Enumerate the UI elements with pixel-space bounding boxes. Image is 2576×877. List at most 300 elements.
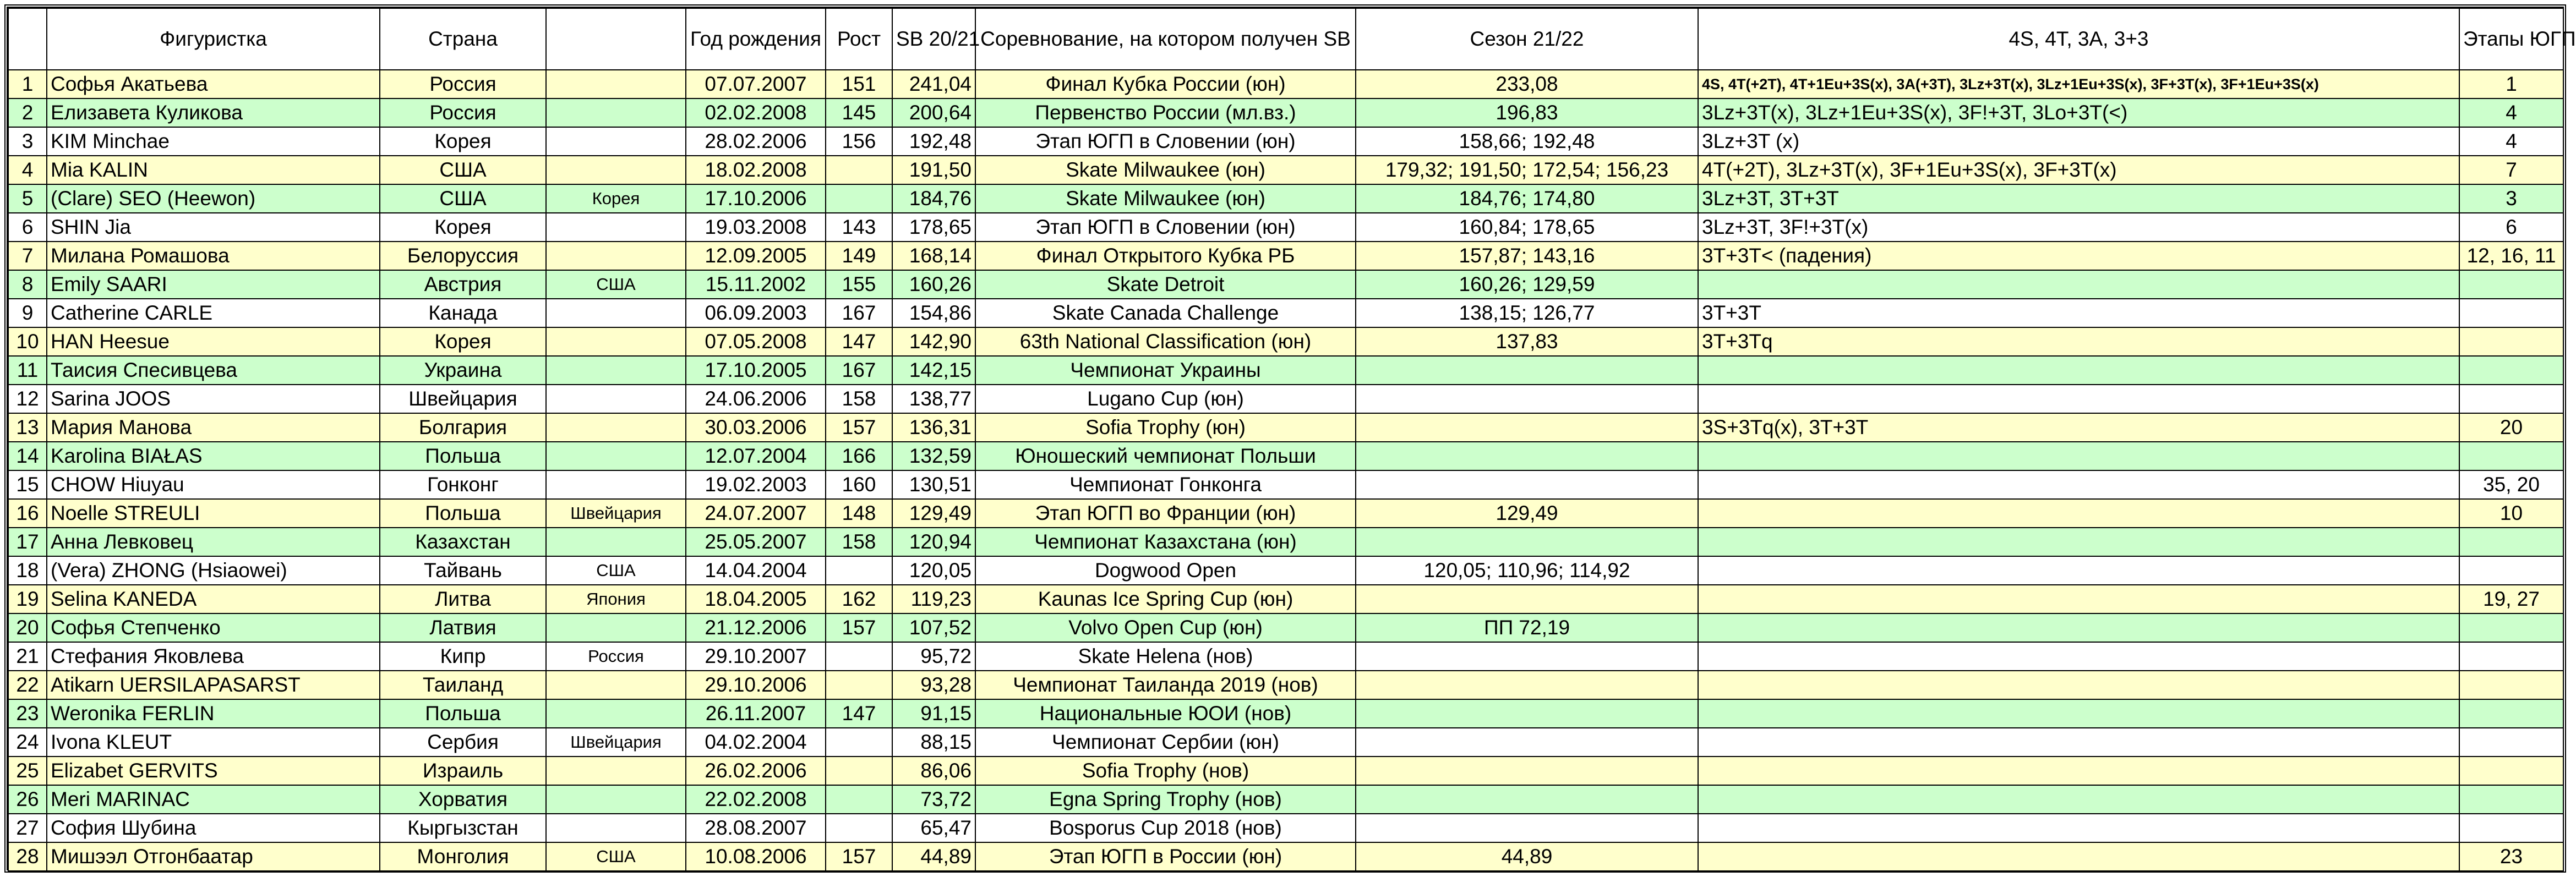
- cell-dob: 19.02.2003: [686, 470, 826, 499]
- cell-dob: 04.02.2004: [686, 728, 826, 757]
- cell-elements: [1698, 585, 2459, 613]
- cell-skater: Мишээл Отгонбаатар: [47, 842, 380, 871]
- cell-season: [1356, 642, 1698, 671]
- cell-country: Россия: [380, 98, 546, 127]
- cell-elements: [1698, 270, 2459, 299]
- cell-dob: 10.08.2006: [686, 842, 826, 871]
- header-competition: Соревнование, на котором получен SB: [975, 8, 1356, 70]
- cell-competition: Skate Milwaukee (юн): [975, 156, 1356, 184]
- cell-sb: 130,51: [892, 470, 975, 499]
- cell-elements: [1698, 785, 2459, 814]
- table-row: [8, 98, 2563, 127]
- cell-sb: 132,59: [892, 442, 975, 470]
- cell-competition: Этап ЮГП в Словении (юн): [975, 213, 1356, 242]
- cell-competition: Skate Canada Challenge: [975, 299, 1356, 327]
- table-row: [8, 728, 2563, 757]
- cell-extra: [546, 156, 686, 184]
- cell-sb: 65,47: [892, 814, 975, 842]
- cell-elements: [1698, 499, 2459, 528]
- cell-extra: Корея: [546, 184, 686, 213]
- cell-country: Латвия: [380, 613, 546, 642]
- cell-dob: 12.07.2004: [686, 442, 826, 470]
- table-row: [8, 213, 2563, 242]
- cell-sb: 168,14: [892, 242, 975, 270]
- cell-competition: Юношеский чемпионат Польши: [975, 442, 1356, 470]
- cell-index: 22: [8, 671, 47, 699]
- cell-extra: [546, 757, 686, 785]
- cell-skater: Милана Ромашова: [47, 242, 380, 270]
- cell-season: 44,89: [1356, 842, 1698, 871]
- cell-height: 160: [826, 470, 892, 499]
- cell-season: 158,66; 192,48: [1356, 127, 1698, 156]
- cell-sb: 178,65: [892, 213, 975, 242]
- cell-skater: Sarina JOOS: [47, 385, 380, 413]
- cell-dob: 26.02.2006: [686, 757, 826, 785]
- cell-jgp: [2459, 556, 2563, 585]
- cell-dob: 21.12.2006: [686, 613, 826, 642]
- cell-extra: Россия: [546, 642, 686, 671]
- table-body: [8, 70, 2563, 871]
- cell-index: 14: [8, 442, 47, 470]
- cell-extra: США: [546, 842, 686, 871]
- cell-dob: 17.10.2005: [686, 356, 826, 385]
- cell-sb: 184,76: [892, 184, 975, 213]
- cell-sb: 73,72: [892, 785, 975, 814]
- header-country: Страна: [380, 8, 546, 70]
- cell-country: Украина: [380, 356, 546, 385]
- cell-height: 148: [826, 499, 892, 528]
- cell-height: 156: [826, 127, 892, 156]
- cell-sb: 88,15: [892, 728, 975, 757]
- cell-country: США: [380, 156, 546, 184]
- cell-jgp: 12, 16, 11: [2459, 242, 2563, 270]
- cell-competition: Volvo Open Cup (юн): [975, 613, 1356, 642]
- cell-dob: 28.02.2006: [686, 127, 826, 156]
- cell-season: 120,05; 110,96; 114,92: [1356, 556, 1698, 585]
- cell-competition: Lugano Cup (юн): [975, 385, 1356, 413]
- cell-index: 11: [8, 356, 47, 385]
- cell-skater: Noelle STREULI: [47, 499, 380, 528]
- cell-elements: [1698, 470, 2459, 499]
- cell-dob: 25.05.2007: [686, 528, 826, 556]
- cell-index: 10: [8, 327, 47, 356]
- cell-season: [1356, 528, 1698, 556]
- cell-competition: Dogwood Open: [975, 556, 1356, 585]
- cell-height: 147: [826, 699, 892, 728]
- cell-elements: [1698, 814, 2459, 842]
- cell-country: Австрия: [380, 270, 546, 299]
- cell-index: 6: [8, 213, 47, 242]
- cell-elements: [1698, 671, 2459, 699]
- cell-sb: 119,23: [892, 585, 975, 613]
- cell-competition: Национальные ЮОИ (нов): [975, 699, 1356, 728]
- cell-competition: Чемпионат Гонконга: [975, 470, 1356, 499]
- table-row: [8, 642, 2563, 671]
- cell-extra: [546, 127, 686, 156]
- cell-height: [826, 184, 892, 213]
- cell-skater: Софья Акатьева: [47, 70, 380, 98]
- cell-season: [1356, 814, 1698, 842]
- cell-height: 167: [826, 356, 892, 385]
- table-row: [8, 242, 2563, 270]
- cell-index: 23: [8, 699, 47, 728]
- cell-skater: Таисия Спесивцева: [47, 356, 380, 385]
- cell-height: 157: [826, 413, 892, 442]
- cell-country: Польша: [380, 699, 546, 728]
- cell-index: 7: [8, 242, 47, 270]
- cell-extra: [546, 785, 686, 814]
- cell-index: 2: [8, 98, 47, 127]
- cell-skater: (Clare) SEO (Heewon): [47, 184, 380, 213]
- cell-competition: Чемпионат Украины: [975, 356, 1356, 385]
- table-row: [8, 356, 2563, 385]
- cell-country: Корея: [380, 127, 546, 156]
- cell-season: [1356, 442, 1698, 470]
- cell-dob: 18.02.2008: [686, 156, 826, 184]
- cell-skater: Weronika FERLIN: [47, 699, 380, 728]
- cell-elements: 3T+3T: [1698, 299, 2459, 327]
- cell-dob: 07.07.2007: [686, 70, 826, 98]
- cell-index: 9: [8, 299, 47, 327]
- cell-dob: 26.11.2007: [686, 699, 826, 728]
- cell-dob: 06.09.2003: [686, 299, 826, 327]
- cell-height: [826, 556, 892, 585]
- cell-season: 129,49: [1356, 499, 1698, 528]
- header-sb: SB 20/21: [892, 8, 975, 70]
- cell-extra: [546, 470, 686, 499]
- cell-skater: Софья Степченко: [47, 613, 380, 642]
- cell-competition: Чемпионат Таиланда 2019 (нов): [975, 671, 1356, 699]
- cell-country: Тайвань: [380, 556, 546, 585]
- cell-sb: 93,28: [892, 671, 975, 699]
- table-row: [8, 585, 2563, 613]
- cell-competition: Чемпионат Казахстана (юн): [975, 528, 1356, 556]
- cell-season: 137,83: [1356, 327, 1698, 356]
- cell-season: 138,15; 126,77: [1356, 299, 1698, 327]
- cell-index: 27: [8, 814, 47, 842]
- cell-sb: 192,48: [892, 127, 975, 156]
- cell-extra: [546, 299, 686, 327]
- cell-jgp: 4: [2459, 98, 2563, 127]
- cell-skater: HAN Heesue: [47, 327, 380, 356]
- cell-jgp: [2459, 270, 2563, 299]
- cell-sb: 136,31: [892, 413, 975, 442]
- cell-jgp: [2459, 814, 2563, 842]
- cell-jgp: [2459, 299, 2563, 327]
- table-row: [8, 556, 2563, 585]
- cell-sb: 142,90: [892, 327, 975, 356]
- cell-skater: SHIN Jia: [47, 213, 380, 242]
- cell-dob: 30.03.2006: [686, 413, 826, 442]
- cell-extra: [546, 613, 686, 642]
- cell-index: 16: [8, 499, 47, 528]
- cell-sb: 142,15: [892, 356, 975, 385]
- cell-sb: 200,64: [892, 98, 975, 127]
- cell-season: 179,32; 191,50; 172,54; 156,23: [1356, 156, 1698, 184]
- cell-height: [826, 671, 892, 699]
- cell-sb: 86,06: [892, 757, 975, 785]
- cell-elements: [1698, 613, 2459, 642]
- cell-index: 19: [8, 585, 47, 613]
- cell-skater: Ivona KLEUT: [47, 728, 380, 757]
- cell-competition: Первенство России (мл.вз.): [975, 98, 1356, 127]
- cell-jgp: [2459, 613, 2563, 642]
- cell-country: Кыргызстан: [380, 814, 546, 842]
- cell-height: [826, 728, 892, 757]
- cell-elements: [1698, 356, 2459, 385]
- cell-dob: 02.02.2008: [686, 98, 826, 127]
- cell-dob: 28.08.2007: [686, 814, 826, 842]
- cell-country: Таиланд: [380, 671, 546, 699]
- cell-skater: София Шубина: [47, 814, 380, 842]
- table-row: [8, 442, 2563, 470]
- cell-dob: 15.11.2002: [686, 270, 826, 299]
- cell-skater: Анна Левковец: [47, 528, 380, 556]
- cell-height: [826, 785, 892, 814]
- cell-extra: Швейцария: [546, 728, 686, 757]
- cell-country: Польша: [380, 442, 546, 470]
- cell-country: Гонконг: [380, 470, 546, 499]
- cell-sb: 120,05: [892, 556, 975, 585]
- cell-season: 196,83: [1356, 98, 1698, 127]
- cell-index: 25: [8, 757, 47, 785]
- cell-skater: Catherine CARLE: [47, 299, 380, 327]
- cell-height: [826, 156, 892, 184]
- cell-country: Литва: [380, 585, 546, 613]
- cell-elements: 3Lz+3T, 3F!+3T(x): [1698, 213, 2459, 242]
- cell-index: 21: [8, 642, 47, 671]
- cell-season: [1356, 470, 1698, 499]
- cell-elements: [1698, 842, 2459, 871]
- cell-competition: Kaunas Ice Spring Cup (юн): [975, 585, 1356, 613]
- cell-country: Белоруссия: [380, 242, 546, 270]
- cell-elements: [1698, 642, 2459, 671]
- table-row: [8, 413, 2563, 442]
- table-row: [8, 127, 2563, 156]
- cell-dob: 24.06.2006: [686, 385, 826, 413]
- cell-dob: 29.10.2006: [686, 671, 826, 699]
- cell-elements: [1698, 728, 2459, 757]
- cell-dob: 17.10.2006: [686, 184, 826, 213]
- header-row: [8, 8, 2563, 70]
- cell-sb: 241,04: [892, 70, 975, 98]
- cell-season: 233,08: [1356, 70, 1698, 98]
- cell-skater: Елизавета Куликова: [47, 98, 380, 127]
- cell-jgp: [2459, 785, 2563, 814]
- cell-jgp: 10: [2459, 499, 2563, 528]
- header-extra: [546, 8, 686, 70]
- cell-competition: Этап ЮГП в России (юн): [975, 842, 1356, 871]
- cell-season: [1356, 785, 1698, 814]
- table-row: [8, 842, 2563, 871]
- cell-height: 167: [826, 299, 892, 327]
- cell-sb: 138,77: [892, 385, 975, 413]
- table-row: [8, 613, 2563, 642]
- table-row: [8, 470, 2563, 499]
- cell-season: 160,26; 129,59: [1356, 270, 1698, 299]
- cell-index: 3: [8, 127, 47, 156]
- cell-jgp: 4: [2459, 127, 2563, 156]
- header-index: [8, 8, 47, 70]
- cell-jgp: [2459, 356, 2563, 385]
- cell-jgp: [2459, 385, 2563, 413]
- cell-index: 12: [8, 385, 47, 413]
- table-row: [8, 70, 2563, 98]
- table-row: [8, 499, 2563, 528]
- cell-jgp: [2459, 327, 2563, 356]
- cell-jgp: 19, 27: [2459, 585, 2563, 613]
- cell-competition: Чемпионат Сербии (юн): [975, 728, 1356, 757]
- cell-skater: Selina KANEDA: [47, 585, 380, 613]
- cell-height: 155: [826, 270, 892, 299]
- cell-sb: 191,50: [892, 156, 975, 184]
- cell-extra: [546, 385, 686, 413]
- cell-jgp: 23: [2459, 842, 2563, 871]
- cell-height: 162: [826, 585, 892, 613]
- table-row: [8, 814, 2563, 842]
- cell-elements: 4S, 4T(+2T), 4T+1Eu+3S(x), 3A(+3T), 3Lz+3T(x), 3Lz+1Eu+3S(x), 3F+3T(x), 3F+1Eu+3S(x): [1698, 70, 2459, 98]
- cell-extra: [546, 70, 686, 98]
- table-row: [8, 156, 2563, 184]
- cell-season: [1356, 757, 1698, 785]
- cell-season: [1356, 671, 1698, 699]
- table-row: [8, 385, 2563, 413]
- table-row: [8, 184, 2563, 213]
- cell-skater: Atikarn UERSILAPASARST: [47, 671, 380, 699]
- cell-country: Болгария: [380, 413, 546, 442]
- cell-index: 13: [8, 413, 47, 442]
- cell-index: 5: [8, 184, 47, 213]
- cell-index: 24: [8, 728, 47, 757]
- cell-extra: [546, 356, 686, 385]
- cell-height: 166: [826, 442, 892, 470]
- cell-dob: 07.05.2008: [686, 327, 826, 356]
- cell-season: [1356, 356, 1698, 385]
- cell-dob: 12.09.2005: [686, 242, 826, 270]
- cell-index: 26: [8, 785, 47, 814]
- cell-height: 157: [826, 613, 892, 642]
- cell-dob: 29.10.2007: [686, 642, 826, 671]
- cell-country: Монголия: [380, 842, 546, 871]
- cell-skater: CHOW Hiuyau: [47, 470, 380, 499]
- cell-skater: Karolina BIAŁAS: [47, 442, 380, 470]
- cell-country: Швейцария: [380, 385, 546, 413]
- cell-height: [826, 814, 892, 842]
- cell-jgp: [2459, 528, 2563, 556]
- cell-jgp: 1: [2459, 70, 2563, 98]
- header-elements: 4S, 4T, 3A, 3+3: [1698, 8, 2459, 70]
- cell-country: Польша: [380, 499, 546, 528]
- cell-skater: Мария Манова: [47, 413, 380, 442]
- cell-competition: 63th National Classification (юн): [975, 327, 1356, 356]
- cell-height: 143: [826, 213, 892, 242]
- cell-elements: [1698, 757, 2459, 785]
- header-season: Сезон 21/22: [1356, 8, 1698, 70]
- table-row: [8, 270, 2563, 299]
- cell-country: Корея: [380, 327, 546, 356]
- table-row: [8, 757, 2563, 785]
- table-row: [8, 699, 2563, 728]
- cell-country: Хорватия: [380, 785, 546, 814]
- cell-competition: Bosporus Cup 2018 (нов): [975, 814, 1356, 842]
- cell-competition: Skate Helena (нов): [975, 642, 1356, 671]
- cell-index: 1: [8, 70, 47, 98]
- cell-competition: Egna Spring Trophy (нов): [975, 785, 1356, 814]
- cell-extra: [546, 528, 686, 556]
- cell-jgp: [2459, 642, 2563, 671]
- cell-sb: 91,15: [892, 699, 975, 728]
- cell-jgp: 35, 20: [2459, 470, 2563, 499]
- header-dob: Год рождения: [686, 8, 826, 70]
- cell-elements: 3Lz+3T(x), 3Lz+1Eu+3S(x), 3F!+3T, 3Lo+3T(<): [1698, 98, 2459, 127]
- cell-competition: Этап ЮГП в Словении (юн): [975, 127, 1356, 156]
- cell-skater: (Vera) ZHONG (Hsiaowei): [47, 556, 380, 585]
- cell-extra: [546, 442, 686, 470]
- table-row: [8, 299, 2563, 327]
- cell-elements: [1698, 699, 2459, 728]
- cell-extra: США: [546, 556, 686, 585]
- cell-jgp: [2459, 757, 2563, 785]
- cell-elements: 3S+3Tq(x), 3T+3T: [1698, 413, 2459, 442]
- cell-season: [1356, 385, 1698, 413]
- cell-height: 157: [826, 842, 892, 871]
- cell-country: Сербия: [380, 728, 546, 757]
- cell-elements: 3T+3Tq: [1698, 327, 2459, 356]
- cell-competition: Skate Detroit: [975, 270, 1356, 299]
- cell-index: 4: [8, 156, 47, 184]
- cell-country: США: [380, 184, 546, 213]
- cell-skater: Meri MARINAC: [47, 785, 380, 814]
- cell-index: 15: [8, 470, 47, 499]
- cell-height: [826, 642, 892, 671]
- cell-extra: Япония: [546, 585, 686, 613]
- cell-index: 28: [8, 842, 47, 871]
- cell-sb: 154,86: [892, 299, 975, 327]
- cell-skater: Стефания Яковлева: [47, 642, 380, 671]
- cell-height: [826, 757, 892, 785]
- cell-country: Казахстан: [380, 528, 546, 556]
- cell-height: 149: [826, 242, 892, 270]
- cell-extra: [546, 98, 686, 127]
- cell-extra: [546, 699, 686, 728]
- cell-height: 151: [826, 70, 892, 98]
- cell-sb: 120,94: [892, 528, 975, 556]
- cell-season: 160,84; 178,65: [1356, 213, 1698, 242]
- cell-index: 18: [8, 556, 47, 585]
- cell-dob: 22.02.2008: [686, 785, 826, 814]
- cell-competition: Этап ЮГП во Франции (юн): [975, 499, 1356, 528]
- cell-dob: 18.04.2005: [686, 585, 826, 613]
- cell-dob: 24.07.2007: [686, 499, 826, 528]
- cell-elements: 3Lz+3T, 3T+3T: [1698, 184, 2459, 213]
- cell-competition: Skate Milwaukee (юн): [975, 184, 1356, 213]
- cell-sb: 107,52: [892, 613, 975, 642]
- cell-sb: 44,89: [892, 842, 975, 871]
- cell-country: Кипр: [380, 642, 546, 671]
- cell-jgp: [2459, 442, 2563, 470]
- cell-extra: Швейцария: [546, 499, 686, 528]
- cell-height: 147: [826, 327, 892, 356]
- cell-height: 158: [826, 385, 892, 413]
- cell-sb: 95,72: [892, 642, 975, 671]
- table-row: [8, 327, 2563, 356]
- header-skater: Фигуристка: [47, 8, 380, 70]
- table-row: [8, 528, 2563, 556]
- header-height: Рост: [826, 8, 892, 70]
- cell-elements: [1698, 385, 2459, 413]
- cell-jgp: 6: [2459, 213, 2563, 242]
- cell-index: 17: [8, 528, 47, 556]
